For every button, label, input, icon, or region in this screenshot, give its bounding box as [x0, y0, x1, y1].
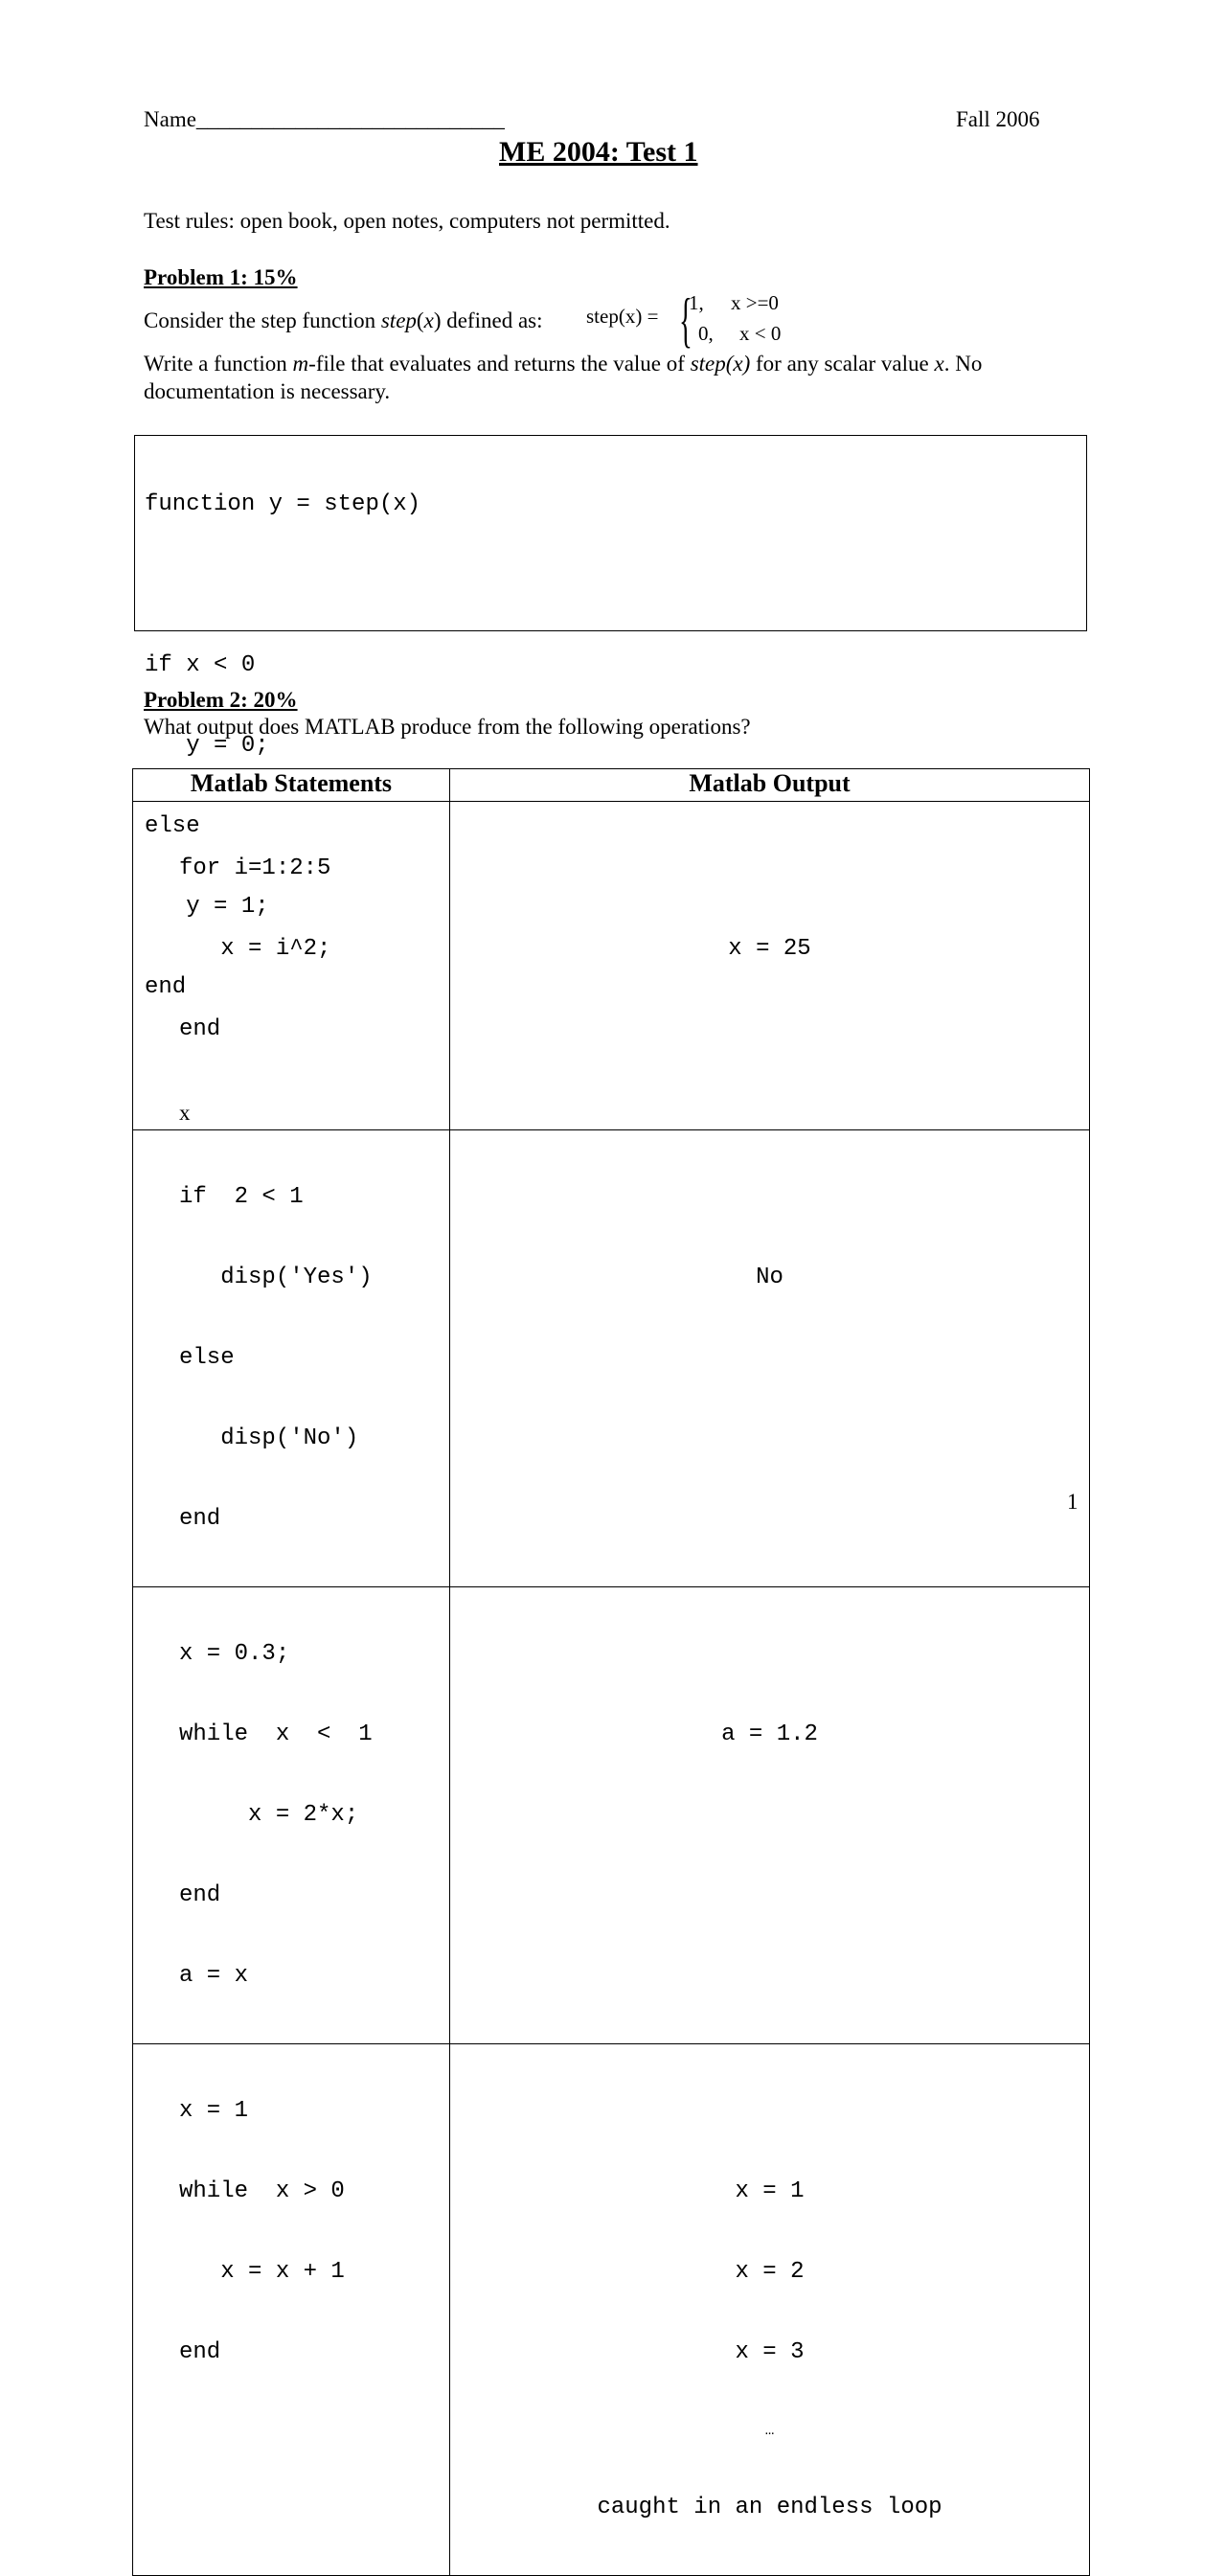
col-header-output: Matlab Output	[450, 769, 1090, 802]
case1-condition: x >=0	[731, 291, 779, 314]
output-line	[450, 855, 1089, 882]
output-cell	[450, 1587, 1090, 2044]
matlab-table	[132, 768, 1090, 2576]
prompt-part: -file that evaluates and returns the value of	[308, 352, 691, 376]
output-line: a = 1.2	[721, 1721, 818, 1747]
stmt-line: end	[179, 2339, 221, 2365]
page-number: 1	[1067, 1490, 1078, 1514]
stmt-line: disp('No')	[179, 1425, 359, 1451]
stmt-line: for i=1:2:5	[179, 855, 331, 881]
statements-cell	[133, 1587, 450, 2044]
prompt-part: for any scalar value	[750, 352, 935, 376]
col-header-statements: Matlab Statements	[133, 769, 450, 802]
output-line	[450, 1641, 1089, 1668]
table-row	[133, 1587, 1090, 2044]
stmt-line: x = x + 1	[179, 2259, 345, 2285]
name-label: Name	[144, 107, 196, 131]
stmt-line: end	[179, 1016, 221, 1042]
prompt-step: step(x)	[690, 352, 751, 376]
prompt-part: . No	[943, 352, 983, 376]
name-blank: ____________________________	[195, 107, 505, 131]
problem-1-intro	[144, 308, 543, 333]
statements-cell	[133, 2044, 450, 2576]
test-rules: Test rules: open book, open notes, computers not permitted.	[144, 209, 670, 233]
code-line: else	[145, 813, 200, 839]
prompt-m: m	[292, 352, 309, 376]
page-title: ME 2004: Test 1	[499, 136, 698, 168]
table-row	[133, 2044, 1090, 2576]
stmt-line: else	[179, 1345, 235, 1371]
problem-2-heading: Problem 2: 20%	[144, 688, 298, 712]
output-ellipsis: …	[764, 2422, 775, 2439]
stmt-line: x = 1	[179, 2098, 249, 2124]
output-line	[450, 2098, 1089, 2125]
intro-paren: (	[416, 308, 424, 332]
stmt-line: end	[179, 1882, 221, 1908]
stmt-line: disp('Yes')	[179, 1265, 373, 1290]
case1-value: 1,	[689, 291, 704, 314]
left-brace: {	[679, 285, 692, 353]
code-line	[145, 572, 420, 599]
name-field	[144, 107, 505, 132]
stmt-line: x = 0.3;	[179, 1641, 290, 1667]
problem-1-prompt	[144, 352, 1082, 376]
code-line: y = 0;	[145, 733, 269, 759]
output-cell	[450, 2044, 1090, 2576]
stmt-line: x = i^2;	[179, 936, 331, 962]
table-row	[133, 1130, 1090, 1587]
stmt-line: x = 2*x;	[179, 1802, 359, 1828]
stmt-line: end	[179, 1506, 221, 1532]
output-line: caught in an endless loop	[597, 2495, 942, 2520]
term-label: Fall 2006	[956, 107, 1040, 131]
case2-condition: x < 0	[739, 322, 782, 345]
stmt-line: x	[179, 1101, 191, 1125]
prompt-part: Write a function	[144, 352, 293, 376]
intro-func: step	[380, 308, 417, 332]
stmt-line: a = x	[179, 1963, 249, 1989]
output-line: x = 25	[728, 936, 811, 962]
output-line: No	[756, 1265, 783, 1290]
statements-cell	[133, 802, 450, 1130]
statements-cell	[133, 1130, 450, 1587]
stmt-line: while x < 1	[179, 1721, 373, 1747]
code-line: if x < 0	[145, 652, 256, 678]
table-row	[133, 802, 1090, 1130]
prompt-x: x	[934, 352, 944, 376]
output-line: x = 1	[735, 2178, 805, 2204]
code-line: function y = step(x)	[145, 491, 421, 517]
problem-1-heading: Problem 1: 15%	[144, 265, 298, 289]
stmt-line: while x > 0	[179, 2178, 345, 2204]
output-line: x = 2	[735, 2259, 805, 2285]
intro-after: ) defined as:	[433, 308, 543, 332]
output-cell	[450, 1130, 1090, 1587]
problem-2-question: What output does MATLAB produce from the following operations?	[144, 715, 751, 739]
code-line: y = 1;	[145, 894, 269, 920]
stmt-line: if 2 < 1	[179, 1184, 304, 1210]
code-line: end	[145, 974, 187, 1000]
output-line	[450, 1184, 1089, 1211]
intro-text: Consider the step function	[144, 308, 381, 332]
output-line: x = 3	[735, 2339, 805, 2365]
equation-lhs: step(x) =	[586, 305, 659, 328]
output-cell	[450, 802, 1090, 1130]
problem-1-prompt-line2: documentation is necessary.	[144, 379, 391, 403]
intro-var: x	[423, 308, 434, 332]
case2-value: 0,	[698, 322, 714, 345]
